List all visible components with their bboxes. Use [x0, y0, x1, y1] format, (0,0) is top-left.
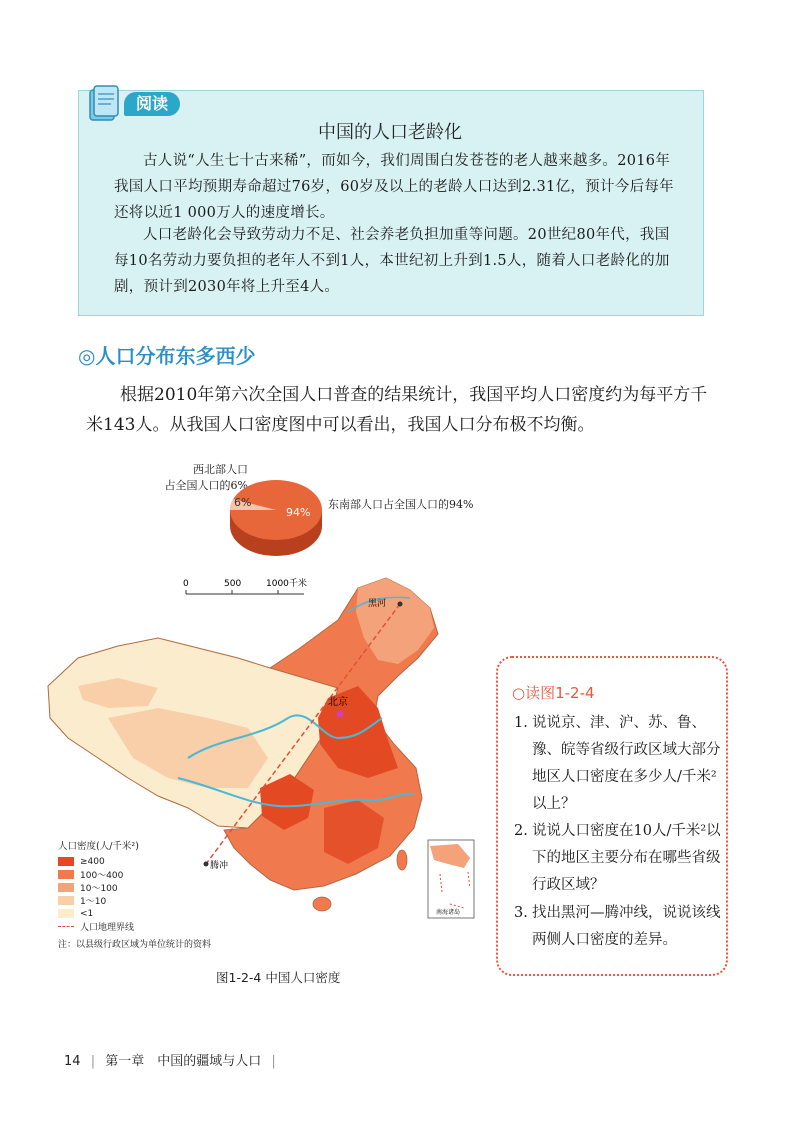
map-taiwan — [397, 850, 407, 870]
legend-swatch — [58, 870, 74, 879]
question-text: 找出黑河—腾冲线，说说该线两侧人口密度的差异。 — [532, 905, 721, 948]
legend-label: 1～10 — [80, 897, 107, 907]
page-footer: 14 | 第一章 中国的疆域与人口 | — [64, 1054, 276, 1069]
reading-title: 中国的人口老龄化 — [318, 122, 462, 143]
question-text: 说说人口密度在10人/千米²以下的地区主要分布在哪些省级行政区域？ — [532, 823, 721, 893]
question-item — [514, 818, 724, 899]
legend-note: 注：以县级行政区域为单位统计的资料 — [58, 940, 212, 950]
reading-paragraph-1: 古人说“人生七十古来稀”，而如今，我们周围白发苍苍的老人越来越多。2016年我国人口平均预期寿命超过76岁，60岁及以上的老龄人口达到2.31亿，预计今后每年还将以近1 000万人的速度增长。 — [114, 153, 674, 221]
legend-item — [58, 855, 211, 868]
pie-label-small-pct: 6% — [234, 496, 252, 509]
legend-label: <1 — [80, 908, 94, 919]
legend-line-label: 人口地理界线 — [80, 923, 135, 933]
city-tengchong-label: 腾冲 — [210, 861, 229, 871]
chapter-title: 第一章 中国的疆域与人口 — [105, 1054, 262, 1069]
question-item — [514, 900, 724, 954]
pie-chart — [226, 468, 326, 560]
questions-title: ○读图1-2-4 — [512, 684, 595, 702]
inset-label: 南海诸岛 — [436, 909, 461, 916]
pie-label-northwest-line1: 西北部人口 — [193, 463, 248, 476]
legend-item — [58, 881, 211, 894]
legend-item — [58, 868, 211, 881]
pie-label-southeast: 东南部人口占全国人口的94% — [328, 498, 474, 511]
legend-dashed-line — [58, 926, 74, 927]
legend-item-line — [58, 920, 211, 933]
legend-swatch — [58, 909, 74, 918]
question-number: 2. — [514, 823, 528, 839]
reading-tab-label: 阅读 — [124, 92, 180, 116]
scale-tick-500: 500 — [224, 579, 242, 589]
city-heihe-marker — [398, 602, 403, 607]
section-paragraph: 根据2010年第六次全国人口普查的结果统计，我国平均人口密度约为每平方千米143人。从我国人口密度图中可以看出，我国人口分布极不均衡。 — [86, 385, 708, 435]
city-beijing-label: 北京 — [328, 697, 348, 708]
legend-title: 人口密度(人/千米²) — [58, 841, 139, 852]
question-number: 1. — [514, 715, 528, 731]
legend-label: 10～100 — [80, 884, 118, 894]
pie-label-northwest-line2: 占全国人口的6% — [164, 479, 248, 492]
scale-bar — [183, 577, 307, 594]
reading-paragraph-2: 人口老龄化会导致劳动力不足、社会养老负担加重等问题。20世纪80年代，我国每10名劳动力要负担的老年人不到1人，本世纪初上升到1.5人，随着人口老龄化的加剧，预计到2030年将上升至4人。 — [114, 227, 670, 295]
legend-swatch — [58, 857, 74, 866]
map-legend — [58, 838, 211, 950]
legend-swatch — [58, 896, 74, 905]
legend-label: ≥400 — [80, 856, 105, 867]
map-hainan — [313, 897, 331, 911]
figure-caption: 图1-2-4 中国人口密度 — [216, 970, 341, 985]
scale-tick-0: 0 — [183, 579, 189, 589]
section-heading: ◎人口分布东多西少 — [78, 344, 256, 368]
city-heihe-label: 黑河 — [368, 599, 387, 609]
legend-item — [58, 894, 211, 907]
page-number: 14 — [64, 1054, 81, 1069]
legend-item — [58, 907, 211, 920]
scale-tick-1000: 1000千米 — [266, 579, 307, 589]
city-beijing-marker — [337, 711, 344, 718]
question-number: 3. — [514, 905, 528, 921]
question-text: 说说京、津、沪、苏、鲁、豫、皖等省级行政区域大部分地区人口密度在多少人/千米²以上？ — [532, 715, 721, 812]
pie-label-big-pct: 94% — [286, 506, 311, 519]
legend-label: 100～400 — [80, 871, 124, 881]
legend-swatch — [58, 883, 74, 892]
question-item — [514, 710, 724, 818]
